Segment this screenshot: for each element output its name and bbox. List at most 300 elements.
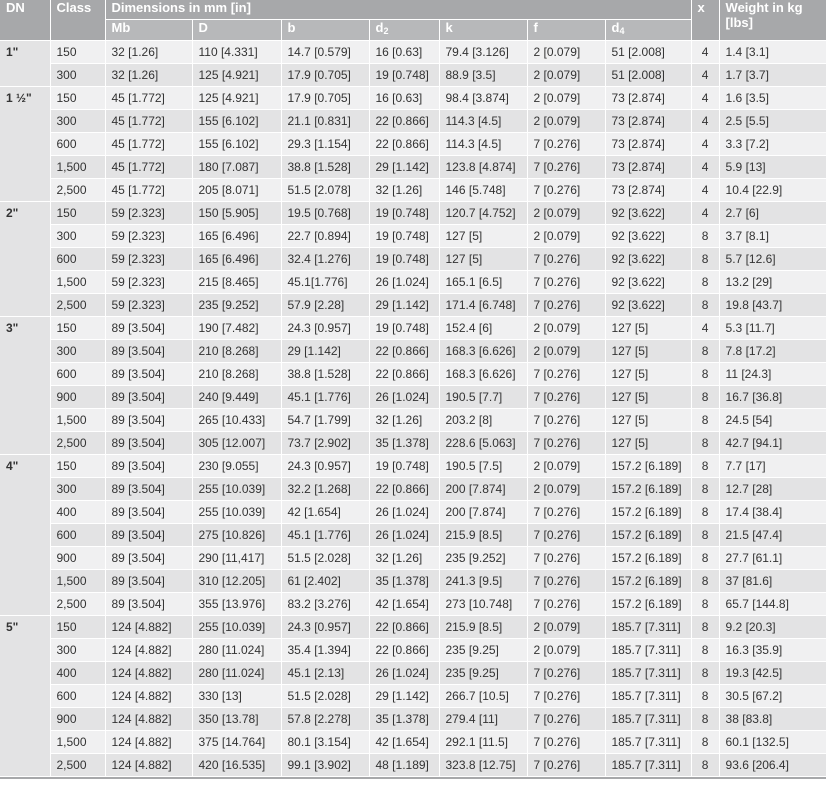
table-body — [0, 41, 826, 777]
cell-x: 8 — [691, 754, 719, 777]
table-row — [0, 708, 826, 731]
cell-d: 255 [10.039] — [192, 616, 281, 639]
cell-f: 2 [0.079] — [527, 41, 605, 64]
cell-d: 205 [8.071] — [192, 179, 281, 202]
cell-weight: 19.3 [42.5] — [719, 662, 826, 685]
cell-b: 45.1[1.776] — [281, 271, 369, 294]
cell-x: 8 — [691, 547, 719, 570]
cell-class: 900 — [50, 386, 105, 409]
cell-mb: 32 [1.26] — [105, 64, 192, 87]
cell-f: 7 [0.276] — [527, 294, 605, 317]
table-row — [0, 133, 826, 156]
cell-b: 19.5 [0.768] — [281, 202, 369, 225]
cell-d: 305 [12.007] — [192, 432, 281, 455]
cell-k: 273 [10.748] — [439, 593, 527, 616]
cell-f: 7 [0.276] — [527, 248, 605, 271]
table-row — [0, 225, 826, 248]
cell-f: 2 [0.079] — [527, 340, 605, 363]
cell-mb: 124 [4.882] — [105, 754, 192, 777]
cell-d: 165 [6.496] — [192, 248, 281, 271]
cell-b: 51.5 [2.078] — [281, 179, 369, 202]
cell-f: 7 [0.276] — [527, 133, 605, 156]
cell-dn: 4" — [0, 455, 50, 616]
cell-k: 228.6 [5.063] — [439, 432, 527, 455]
cell-b: 24.3 [0.957] — [281, 317, 369, 340]
cell-f: 7 [0.276] — [527, 432, 605, 455]
header-d2-base: d — [375, 20, 384, 35]
cell-weight: 65.7 [144.8] — [719, 593, 826, 616]
cell-d: 155 [6.102] — [192, 133, 281, 156]
cell-k: 146 [5.748] — [439, 179, 527, 202]
cell-d2: 22 [0.866] — [369, 639, 439, 662]
cell-weight: 12.7 [28] — [719, 478, 826, 501]
cell-d: 210 [8.268] — [192, 363, 281, 386]
cell-f: 7 [0.276] — [527, 754, 605, 777]
cell-weight: 3.3 [7.2] — [719, 133, 826, 156]
table-row — [0, 294, 826, 317]
cell-weight: 1.6 [3.5] — [719, 87, 826, 110]
table-row — [0, 593, 826, 616]
cell-d4: 157.2 [6.189] — [605, 547, 691, 570]
cell-x: 8 — [691, 409, 719, 432]
cell-d2: 26 [1.024] — [369, 501, 439, 524]
table-row — [0, 363, 826, 386]
cell-d: 355 [13.976] — [192, 593, 281, 616]
cell-f: 7 [0.276] — [527, 409, 605, 432]
cell-x: 4 — [691, 202, 719, 225]
cell-x: 8 — [691, 363, 719, 386]
cell-weight: 30.5 [67.2] — [719, 685, 826, 708]
header-dn: DN — [0, 0, 50, 41]
cell-x: 8 — [691, 294, 719, 317]
cell-d2: 16 [0.63] — [369, 87, 439, 110]
cell-d4: 157.2 [6.189] — [605, 524, 691, 547]
cell-weight: 1.7 [3.7] — [719, 64, 826, 87]
cell-weight: 60.1 [132.5] — [719, 731, 826, 754]
cell-d4: 157.2 [6.189] — [605, 570, 691, 593]
cell-mb: 59 [2.323] — [105, 225, 192, 248]
cell-b: 45.1 [1.776] — [281, 524, 369, 547]
cell-x: 4 — [691, 133, 719, 156]
header-d2-sub: 2 — [383, 26, 389, 36]
cell-x: 8 — [691, 478, 719, 501]
cell-d: 290 [11,417] — [192, 547, 281, 570]
header-k: k — [439, 20, 527, 41]
cell-k: 200 [7.874] — [439, 501, 527, 524]
cell-d2: 22 [0.866] — [369, 340, 439, 363]
table-row — [0, 202, 826, 225]
cell-d2: 26 [1.024] — [369, 524, 439, 547]
cell-class: 150 — [50, 616, 105, 639]
cell-x: 8 — [691, 432, 719, 455]
header-weight: Weight in kg [lbs] — [719, 0, 826, 41]
cell-d: 255 [10.039] — [192, 478, 281, 501]
cell-d: 275 [10.826] — [192, 524, 281, 547]
cell-d2: 19 [0.748] — [369, 317, 439, 340]
cell-d4: 185.7 [7.311] — [605, 639, 691, 662]
cell-mb: 45 [1.772] — [105, 110, 192, 133]
cell-f: 2 [0.079] — [527, 639, 605, 662]
cell-d2: 29 [1.142] — [369, 156, 439, 179]
cell-k: 114.3 [4.5] — [439, 110, 527, 133]
cell-mb: 89 [3.504] — [105, 524, 192, 547]
cell-k: 127 [5] — [439, 225, 527, 248]
cell-mb: 45 [1.772] — [105, 179, 192, 202]
cell-b: 32.4 [1.276] — [281, 248, 369, 271]
cell-mb: 124 [4.882] — [105, 731, 192, 754]
cell-mb: 124 [4.882] — [105, 616, 192, 639]
cell-b: 32.2 [1.268] — [281, 478, 369, 501]
cell-b: 51.5 [2.028] — [281, 547, 369, 570]
table-row — [0, 409, 826, 432]
cell-class: 1,500 — [50, 271, 105, 294]
cell-dn: 1 ½" — [0, 87, 50, 202]
cell-d2: 19 [0.748] — [369, 64, 439, 87]
table-row — [0, 455, 826, 478]
cell-f: 7 [0.276] — [527, 570, 605, 593]
cell-d: 280 [11.024] — [192, 639, 281, 662]
cell-b: 73.7 [2.902] — [281, 432, 369, 455]
cell-d: 125 [4.921] — [192, 64, 281, 87]
cell-d: 165 [6.496] — [192, 225, 281, 248]
cell-f: 7 [0.276] — [527, 685, 605, 708]
cell-x: 8 — [691, 386, 719, 409]
cell-class: 2,500 — [50, 179, 105, 202]
table-row — [0, 639, 826, 662]
cell-x: 8 — [691, 248, 719, 271]
cell-d4: 92 [3.622] — [605, 248, 691, 271]
cell-d4: 185.7 [7.311] — [605, 662, 691, 685]
cell-weight: 1.4 [3.1] — [719, 41, 826, 64]
cell-k: 279.4 [11] — [439, 708, 527, 731]
cell-weight: 42.7 [94.1] — [719, 432, 826, 455]
cell-f: 7 [0.276] — [527, 524, 605, 547]
cell-d: 230 [9.055] — [192, 455, 281, 478]
cell-f: 2 [0.079] — [527, 616, 605, 639]
cell-f: 7 [0.276] — [527, 501, 605, 524]
cell-class: 1,500 — [50, 570, 105, 593]
cell-class: 400 — [50, 662, 105, 685]
cell-mb: 89 [3.504] — [105, 547, 192, 570]
cell-f: 7 [0.276] — [527, 271, 605, 294]
cell-f: 7 [0.276] — [527, 363, 605, 386]
cell-d2: 42 [1.654] — [369, 731, 439, 754]
cell-k: 241.3 [9.5] — [439, 570, 527, 593]
cell-x: 4 — [691, 317, 719, 340]
cell-k: 215.9 [8.5] — [439, 524, 527, 547]
header-d2 — [369, 20, 439, 41]
cell-d4: 127 [5] — [605, 340, 691, 363]
cell-x: 4 — [691, 156, 719, 179]
cell-x: 8 — [691, 639, 719, 662]
cell-class: 600 — [50, 133, 105, 156]
cell-k: 323.8 [12.75] — [439, 754, 527, 777]
cell-class: 600 — [50, 524, 105, 547]
cell-mb: 124 [4.882] — [105, 685, 192, 708]
cell-d4: 157.2 [6.189] — [605, 455, 691, 478]
cell-mb: 89 [3.504] — [105, 363, 192, 386]
cell-mb: 89 [3.504] — [105, 409, 192, 432]
cell-d2: 26 [1.024] — [369, 271, 439, 294]
cell-x: 8 — [691, 708, 719, 731]
cell-weight: 3.7 [8.1] — [719, 225, 826, 248]
cell-x: 8 — [691, 524, 719, 547]
cell-b: 57.9 [2.28] — [281, 294, 369, 317]
cell-k: 79.4 [3.126] — [439, 41, 527, 64]
cell-mb: 89 [3.504] — [105, 478, 192, 501]
cell-b: 29 [1.142] — [281, 340, 369, 363]
cell-x: 8 — [691, 593, 719, 616]
cell-d: 150 [5.905] — [192, 202, 281, 225]
cell-k: 292.1 [11.5] — [439, 731, 527, 754]
cell-k: 203.2 [8] — [439, 409, 527, 432]
cell-k: 266.7 [10.5] — [439, 685, 527, 708]
cell-dn: 1" — [0, 41, 50, 87]
cell-k: 200 [7.874] — [439, 478, 527, 501]
cell-d: 235 [9.252] — [192, 294, 281, 317]
cell-b: 45.1 [2.13] — [281, 662, 369, 685]
cell-f: 2 [0.079] — [527, 317, 605, 340]
cell-d2: 16 [0.63] — [369, 41, 439, 64]
table-row — [0, 662, 826, 685]
cell-d4: 127 [5] — [605, 432, 691, 455]
cell-dn: 3" — [0, 317, 50, 455]
cell-class: 2,500 — [50, 432, 105, 455]
table-row — [0, 64, 826, 87]
cell-x: 4 — [691, 110, 719, 133]
cell-x: 4 — [691, 41, 719, 64]
table-row — [0, 570, 826, 593]
table-row — [0, 478, 826, 501]
cell-mb: 124 [4.882] — [105, 662, 192, 685]
cell-class: 300 — [50, 64, 105, 87]
cell-d2: 35 [1.378] — [369, 570, 439, 593]
cell-d2: 26 [1.024] — [369, 386, 439, 409]
cell-d: 255 [10.039] — [192, 501, 281, 524]
header-mb: Mb — [105, 20, 192, 41]
table-row — [0, 248, 826, 271]
cell-dn: 2" — [0, 202, 50, 317]
cell-mb: 89 [3.504] — [105, 340, 192, 363]
cell-class: 600 — [50, 363, 105, 386]
cell-d4: 127 [5] — [605, 409, 691, 432]
cell-d2: 19 [0.748] — [369, 225, 439, 248]
cell-d4: 73 [2.874] — [605, 133, 691, 156]
cell-weight: 9.2 [20.3] — [719, 616, 826, 639]
cell-b: 24.3 [0.957] — [281, 455, 369, 478]
cell-d4: 73 [2.874] — [605, 110, 691, 133]
cell-b: 24.3 [0.957] — [281, 616, 369, 639]
cell-x: 8 — [691, 271, 719, 294]
cell-weight: 2.7 [6] — [719, 202, 826, 225]
cell-d: 110 [4.331] — [192, 41, 281, 64]
cell-dn: 5" — [0, 616, 50, 777]
cell-f: 7 [0.276] — [527, 731, 605, 754]
cell-mb: 59 [2.323] — [105, 271, 192, 294]
cell-d: 125 [4.921] — [192, 87, 281, 110]
table-row — [0, 547, 826, 570]
cell-f: 2 [0.079] — [527, 455, 605, 478]
cell-x: 8 — [691, 685, 719, 708]
cell-d: 350 [13.78] — [192, 708, 281, 731]
cell-b: 21.1 [0.831] — [281, 110, 369, 133]
header-d4 — [605, 20, 691, 41]
cell-d4: 73 [2.874] — [605, 179, 691, 202]
cell-d: 215 [8.465] — [192, 271, 281, 294]
cell-x: 8 — [691, 570, 719, 593]
cell-d: 280 [11.024] — [192, 662, 281, 685]
cell-b: 14.7 [0.579] — [281, 41, 369, 64]
cell-d4: 185.7 [7.311] — [605, 708, 691, 731]
cell-class: 1,500 — [50, 731, 105, 754]
cell-k: 190.5 [7.7] — [439, 386, 527, 409]
cell-x: 4 — [691, 87, 719, 110]
cell-d: 330 [13] — [192, 685, 281, 708]
cell-b: 38.8 [1.528] — [281, 156, 369, 179]
table-row — [0, 87, 826, 110]
cell-mb: 59 [2.323] — [105, 294, 192, 317]
cell-weight: 13.2 [29] — [719, 271, 826, 294]
cell-f: 7 [0.276] — [527, 156, 605, 179]
cell-weight: 38 [83.8] — [719, 708, 826, 731]
cell-class: 600 — [50, 685, 105, 708]
bottom-rule — [0, 777, 826, 779]
cell-weight: 5.9 [13] — [719, 156, 826, 179]
cell-mb: 89 [3.504] — [105, 432, 192, 455]
header-d4-sub: 4 — [619, 26, 625, 36]
cell-x: 8 — [691, 731, 719, 754]
cell-b: 54.7 [1.799] — [281, 409, 369, 432]
cell-weight: 17.4 [38.4] — [719, 501, 826, 524]
cell-class: 150 — [50, 317, 105, 340]
cell-class: 400 — [50, 501, 105, 524]
cell-d2: 22 [0.866] — [369, 133, 439, 156]
cell-k: 152.4 [6] — [439, 317, 527, 340]
cell-class: 150 — [50, 455, 105, 478]
cell-weight: 21.5 [47.4] — [719, 524, 826, 547]
header-dimensions: Dimensions in mm [in] — [105, 0, 691, 20]
table-row — [0, 179, 826, 202]
cell-x: 4 — [691, 179, 719, 202]
cell-d2: 19 [0.748] — [369, 248, 439, 271]
cell-f: 7 [0.276] — [527, 708, 605, 731]
cell-x: 8 — [691, 616, 719, 639]
cell-f: 7 [0.276] — [527, 179, 605, 202]
cell-d: 240 [9.449] — [192, 386, 281, 409]
cell-d2: 29 [1.142] — [369, 685, 439, 708]
cell-d2: 19 [0.748] — [369, 202, 439, 225]
cell-d4: 185.7 [7.311] — [605, 754, 691, 777]
cell-class: 150 — [50, 41, 105, 64]
cell-class: 150 — [50, 202, 105, 225]
table-row — [0, 731, 826, 754]
cell-k: 190.5 [7.5] — [439, 455, 527, 478]
cell-b: 22.7 [0.894] — [281, 225, 369, 248]
cell-f: 7 [0.276] — [527, 593, 605, 616]
cell-d2: 26 [1.024] — [369, 662, 439, 685]
cell-weight: 10.4 [22.9] — [719, 179, 826, 202]
cell-d2: 19 [0.748] — [369, 455, 439, 478]
cell-d: 310 [12.205] — [192, 570, 281, 593]
cell-b: 83.2 [3.276] — [281, 593, 369, 616]
cell-d4: 127 [5] — [605, 363, 691, 386]
cell-weight: 7.8 [17.2] — [719, 340, 826, 363]
cell-d4: 157.2 [6.189] — [605, 478, 691, 501]
cell-k: 215.9 [8.5] — [439, 616, 527, 639]
cell-d: 420 [16.535] — [192, 754, 281, 777]
cell-weight: 24.5 [54] — [719, 409, 826, 432]
header-b: b — [281, 20, 369, 41]
cell-d: 155 [6.102] — [192, 110, 281, 133]
cell-f: 2 [0.079] — [527, 87, 605, 110]
cell-d4: 185.7 [7.311] — [605, 731, 691, 754]
cell-class: 1,500 — [50, 409, 105, 432]
cell-mb: 32 [1.26] — [105, 41, 192, 64]
cell-d4: 127 [5] — [605, 386, 691, 409]
cell-d4: 92 [3.622] — [605, 225, 691, 248]
cell-d2: 22 [0.866] — [369, 616, 439, 639]
cell-mb: 124 [4.882] — [105, 708, 192, 731]
cell-class: 600 — [50, 248, 105, 271]
cell-d2: 32 [1.26] — [369, 179, 439, 202]
cell-class: 2,500 — [50, 294, 105, 317]
cell-f: 2 [0.079] — [527, 225, 605, 248]
cell-d2: 29 [1.142] — [369, 294, 439, 317]
cell-class: 1,500 — [50, 156, 105, 179]
cell-class: 900 — [50, 547, 105, 570]
cell-class: 2,500 — [50, 593, 105, 616]
cell-class: 300 — [50, 639, 105, 662]
cell-x: 8 — [691, 455, 719, 478]
cell-mb: 59 [2.323] — [105, 202, 192, 225]
cell-b: 17.9 [0.705] — [281, 64, 369, 87]
cell-mb: 124 [4.882] — [105, 639, 192, 662]
header-x: x — [691, 0, 719, 41]
cell-d4: 73 [2.874] — [605, 87, 691, 110]
cell-mb: 59 [2.323] — [105, 248, 192, 271]
cell-class: 150 — [50, 87, 105, 110]
cell-k: 235 [9.252] — [439, 547, 527, 570]
cell-class: 300 — [50, 340, 105, 363]
cell-f: 2 [0.079] — [527, 202, 605, 225]
cell-f: 7 [0.276] — [527, 547, 605, 570]
cell-weight: 11 [24.3] — [719, 363, 826, 386]
cell-mb: 89 [3.504] — [105, 593, 192, 616]
table-row — [0, 386, 826, 409]
cell-b: 51.5 [2.028] — [281, 685, 369, 708]
cell-d4: 127 [5] — [605, 317, 691, 340]
cell-weight: 37 [81.6] — [719, 570, 826, 593]
cell-d4: 157.2 [6.189] — [605, 593, 691, 616]
cell-f: 2 [0.079] — [527, 478, 605, 501]
cell-k: 88.9 [3.5] — [439, 64, 527, 87]
table-row — [0, 340, 826, 363]
cell-weight: 7.7 [17] — [719, 455, 826, 478]
cell-k: 123.8 [4.874] — [439, 156, 527, 179]
cell-d4: 92 [3.622] — [605, 271, 691, 294]
cell-x: 8 — [691, 225, 719, 248]
cell-weight: 5.7 [12.6] — [719, 248, 826, 271]
cell-b: 35.4 [1.394] — [281, 639, 369, 662]
table-row — [0, 754, 826, 777]
table-row — [0, 41, 826, 64]
cell-d2: 22 [0.866] — [369, 363, 439, 386]
cell-d4: 51 [2.008] — [605, 64, 691, 87]
cell-f: 7 [0.276] — [527, 662, 605, 685]
cell-x: 4 — [691, 64, 719, 87]
cell-weight: 16.3 [35.9] — [719, 639, 826, 662]
table-row — [0, 271, 826, 294]
